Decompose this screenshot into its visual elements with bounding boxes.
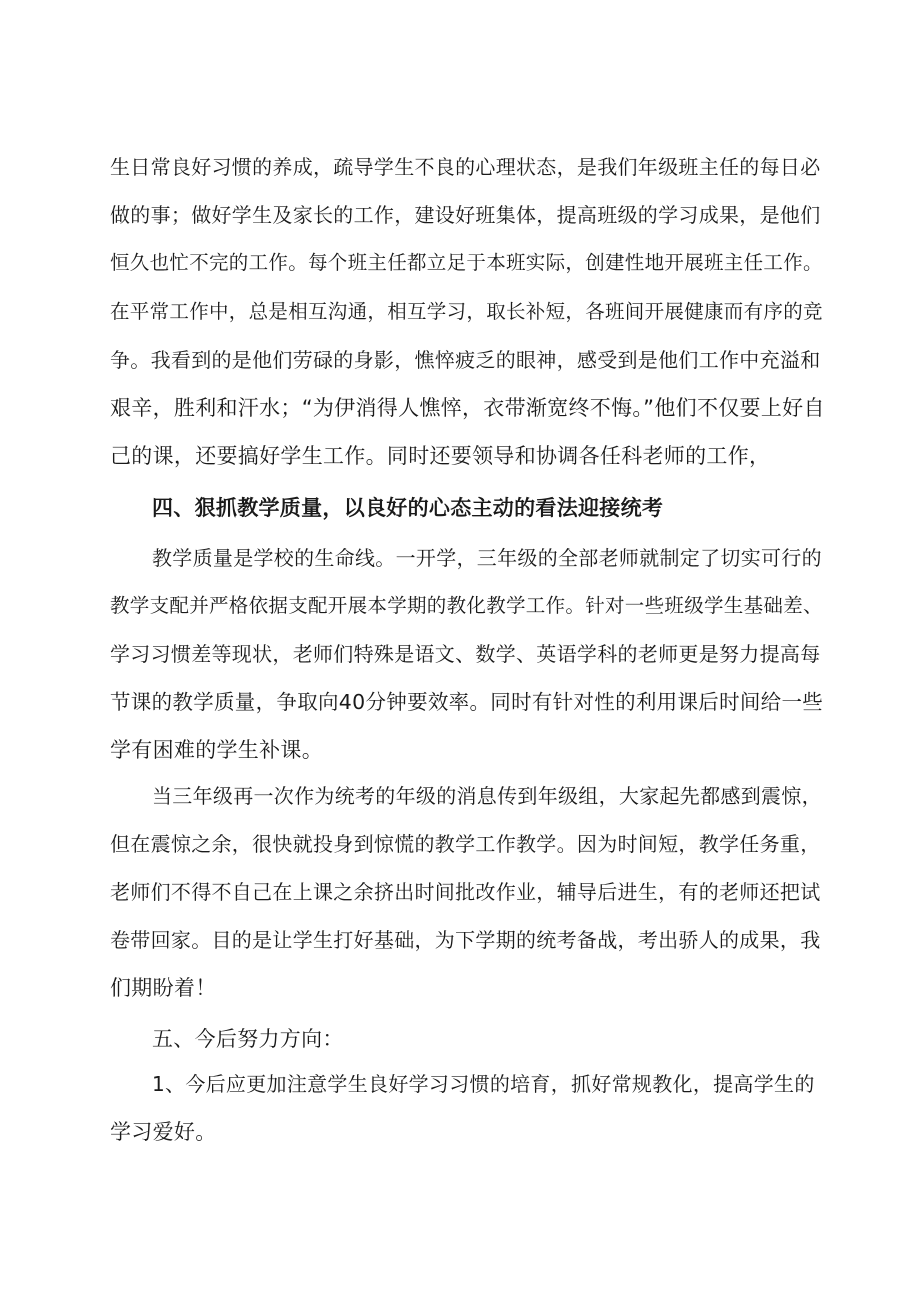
paragraph-line: 教学支配并严格依据支配开展本学期的教化教学工作。针对一些班级学生基础差、	[110, 594, 823, 617]
paragraph-line: 教学质量是学校的生命线。一开学，三年级的全部老师就制定了切实可行的	[152, 546, 822, 570]
paragraph-line: 节课的教学质量，争取向40分钟要效率。同时有针对性的利用课后时间给一些	[110, 690, 824, 714]
paragraph-line: 当三年级再一次作为统考的年级的消息传到年级组，大家起先都感到震惊，	[152, 784, 822, 808]
paragraph-line: 老师们不得不自己在上课之余挤出时间批改作业，辅导后进生，有的老师还把试	[110, 880, 821, 904]
paragraph-line: 学习爱好。	[110, 1120, 217, 1144]
paragraph-line: 做的事；做好学生及家长的工作，建设好班集体，提高班级的学习成果，是他们	[110, 203, 821, 227]
paragraph-line: 艰辛，胜利和汗水；“为伊消得人憔悴，衣带渐宽终不悔。”他们不仅要上好自	[110, 396, 825, 420]
section-heading-5: 五、今后努力方向：	[152, 1027, 344, 1051]
paragraph-line: 己的课，还要搞好学生工作。同时还要领导和协调各任科老师的工作，	[110, 444, 771, 468]
paragraph-line: 卷带回家。目的是让学生打好基础，为下学期的统考备战，考出骄人的成果，我	[110, 928, 821, 952]
paragraph-line: 1、今后应更加注意学生良好学习习惯的培育，抓好常规教化，提高学生的	[152, 1072, 815, 1096]
paragraph-line: 在平常工作中，总是相互沟通，相互学习，取长补短，各班间开展健康而有序的竞	[110, 300, 823, 323]
paragraph-line: 争。我看到的是他们劳碌的身影，憔悴疲乏的眼神，感受到是他们工作中充溢和	[110, 348, 821, 372]
paragraph-line: 们期盼着！	[110, 976, 217, 1000]
section-heading-4: 四、狠抓教学质量，以良好的心态主动的看法迎接统考	[152, 496, 664, 520]
paragraph-line: 学有困难的学生补课。	[110, 738, 323, 762]
paragraph-line: 但在震惊之余，很快就投身到惊慌的教学工作教学。因为时间短，教学任务重，	[110, 832, 821, 856]
paragraph-line: 恒久也忙不完的工作。每个班主任都立足于本班实际，创建性地开展班主任工作。	[110, 251, 823, 274]
paragraph-line: 生日常良好习惯的养成，疏导学生不良的心理状态，是我们年级班主任的每日必	[110, 155, 821, 179]
paragraph-line: 学习习惯差等现状，老师们特殊是语文、数学、英语学科的老师更是努力提高每	[110, 642, 821, 666]
